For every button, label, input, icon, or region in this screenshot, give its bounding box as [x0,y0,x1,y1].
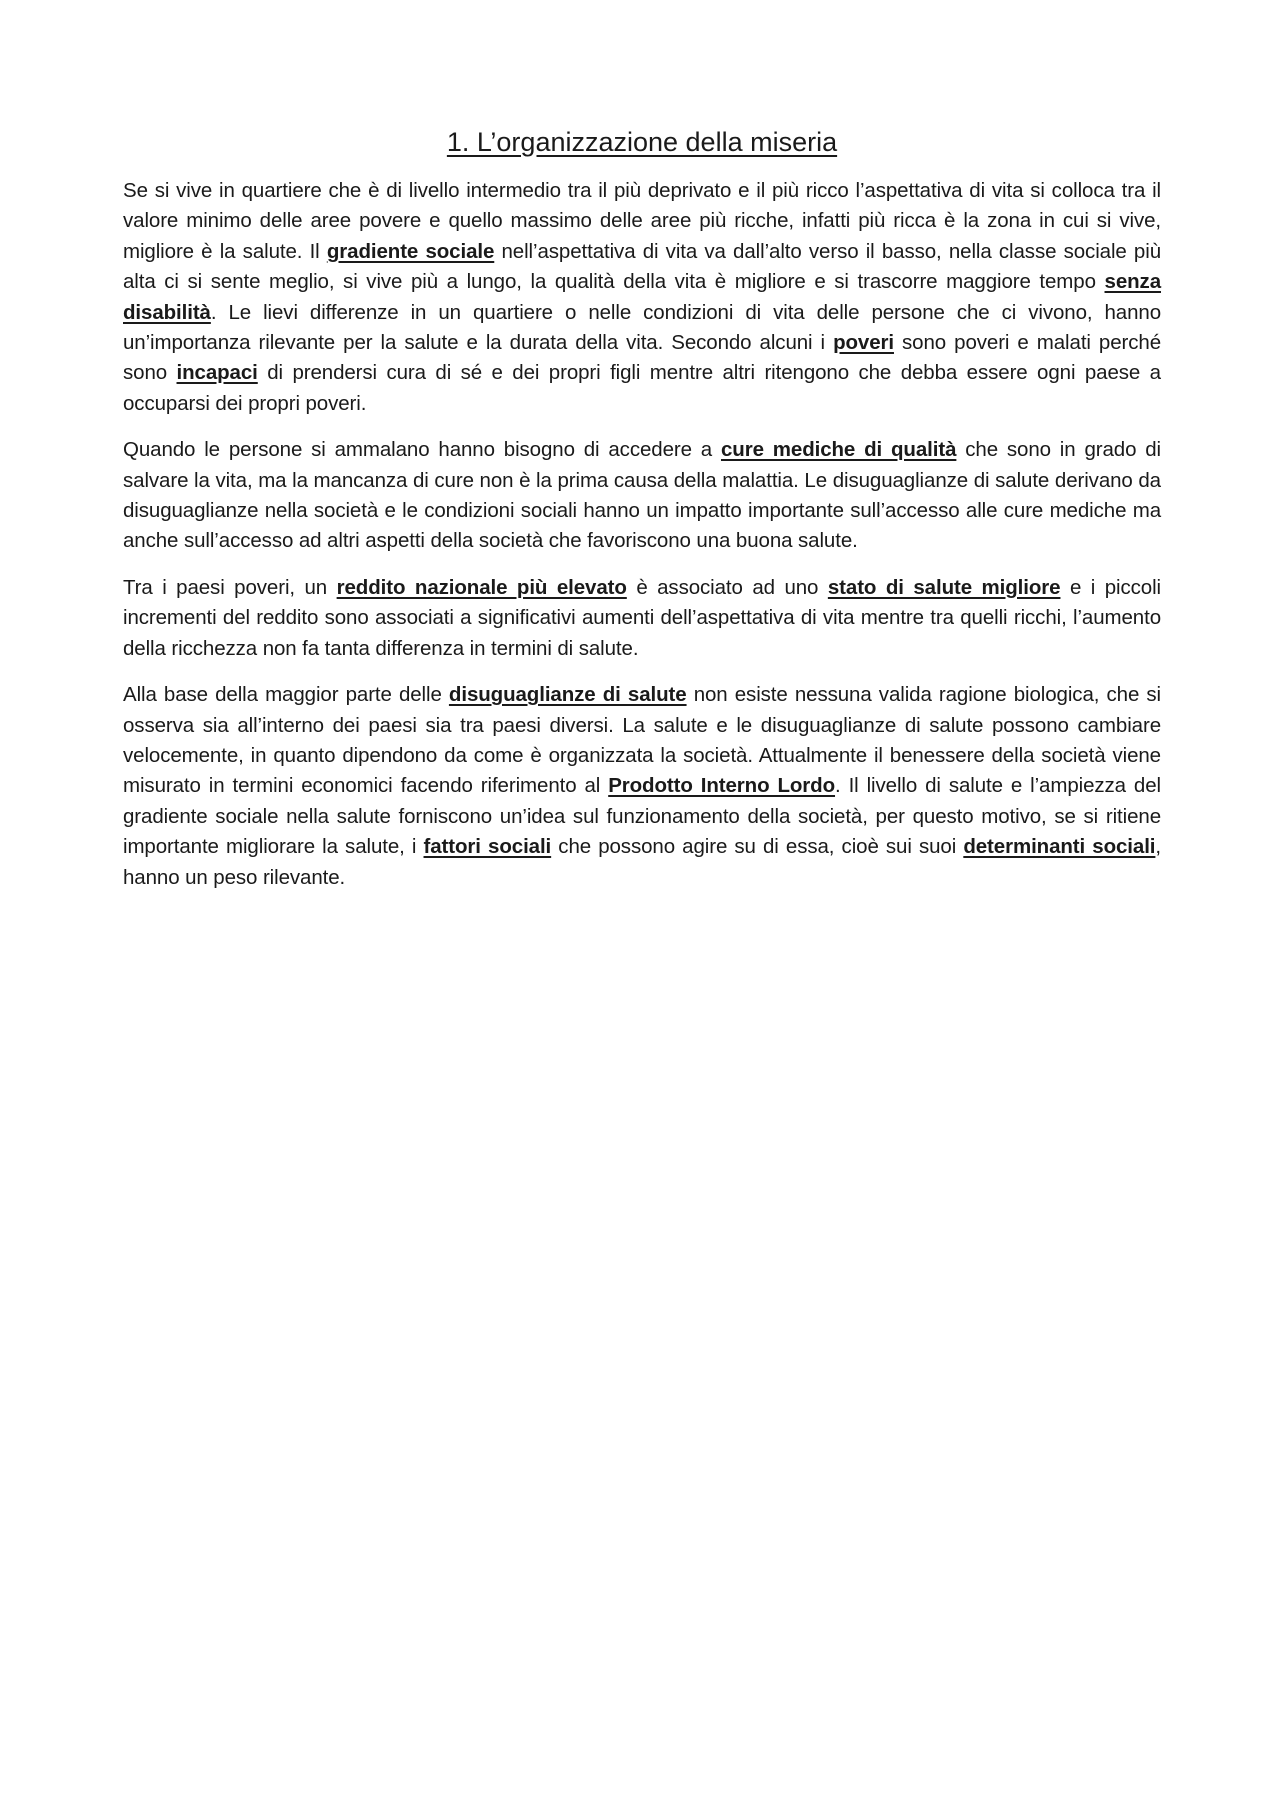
key-term: senza disabilità [123,270,1161,324]
key-term: Prodotto Interno Lordo [608,774,836,798]
text-run: . Il livello di salute e l’ampiezza del gradiente sociale nella salute forniscono un’idea sul funzionamento della società, per questo motivo, se si ritiene importante migliorare la salute, i [123,774,1161,859]
text-run: nell’aspettativa di vita va dall’alto verso il basso, nella classe sociale più alta ci si sente meglio, si vive più a lungo, la qualità della vita è migliore e si trascorre maggiore tempo [123,239,1161,294]
text-run: sono poveri e malati perché sono [123,331,1161,385]
text-run: . Le lievi differenze in un quartiere o nelle condizioni di vita delle persone che ci vivono, hanno un’importanza rilevante per la salute e la durata della vita. Secondo alcuni i [123,300,1161,355]
key-term: incapaci [176,361,258,385]
text-run: Quando le persone si ammalano hanno bisogno di accedere a [123,438,721,462]
key-term: cure mediche di qualità [720,438,957,462]
paragraph-4 [123,680,1161,893]
text-run: di prendersi cura di sé e dei propri figli mentre altri ritengono che debba essere ogni paese a occuparsi dei propri poveri. [123,361,1161,415]
key-term: disuguaglianze di salute [448,683,687,707]
text-run: che possono agire su di essa, cioè sui suoi [551,835,964,859]
key-term: fattori sociali [423,835,552,859]
text-run: Se si vive in quartiere che è di livello intermedio tra il più deprivato e il più ricco l’aspettativa di vita si colloca tra il valore minimo delle aree povere e quello massimo delle aree più ricche, infatti più ricca è la zona in cui si vive, migliore è la salute. Il [123,179,1161,263]
paragraph-2 [123,435,1161,557]
text-run: Alla base della maggior parte delle [123,683,449,707]
document-page [123,122,1161,909]
text-run: è associato ad uno [626,575,828,599]
text-run: Tra i paesi poveri, un [123,575,337,599]
page-title: 1. L’organizzazione della miseria [446,127,838,157]
key-term: determinanti sociali [963,835,1156,859]
text-run: e i piccoli incrementi del reddito sono associati a significativi aumenti dell’aspettativa di vita mentre tra quelli ricchi, l’aumento della ricchezza non fa tanta differenza in termini di salute. [123,575,1162,660]
paragraph-3 [123,573,1161,664]
text-run: non esiste nessuna valida ragione biologica, che si osserva sia all’interno dei paesi sia tra paesi diversi. La salute e le disuguaglianze di salute possono cambiare velocemente, in quanto dipendono da come è organizzata la società. Attualmente il benessere della società viene misurato in termini economici facendo riferimento al [123,683,1161,798]
key-term: stato di salute migliore [827,575,1061,599]
text-run: , hanno un peso rilevante. [123,835,1162,889]
key-term: reddito nazionale più elevato [336,575,627,599]
key-term: gradiente sociale [326,239,495,263]
key-term: poveri [833,331,894,355]
text-run: che sono in grado di salvare la vita, ma la mancanza di cure non è la prima causa della malattia. Le disuguaglianze di salute derivano da disuguaglianze nella società e le condizioni sociali hanno un impatto importante sull’accesso alle cure mediche ma anche sull’accesso ad altri aspetti della società che favoriscono una buona salute. [123,438,1162,553]
paragraph-1 [123,176,1161,419]
